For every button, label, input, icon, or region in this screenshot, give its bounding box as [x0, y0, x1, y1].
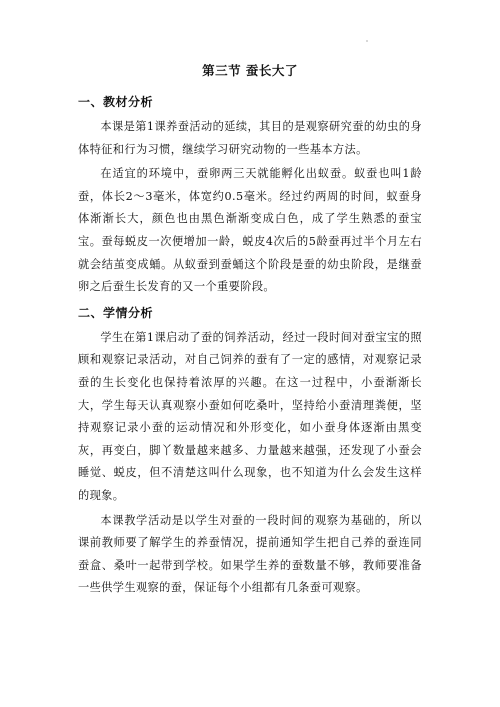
section-heading-student-analysis: 二、学情分析 — [78, 305, 154, 320]
paragraph: 在适宜的环境中，蚕卵两三天就能孵化出蚁蚕。蚁蚕也叫1龄蚕，体长2～3毫米，体宽约0.5毫米。经过约两周的时间，蚁蚕身体渐渐长大，颜色也由黑色渐渐变成白色，成了学生熟悉的蚕宝宝。蚕每蜕皮一次便增加一龄，蜕皮4次后的5龄蚕再过半个月左右就会结茧变成蛹。从蚁蚕到蚕蛹这个阶段是蚕的幼虫阶段，是继蚕卵之后蚕生长发育的又一个重要阶段。 — [78, 167, 422, 294]
paragraph: 本课教学活动是以学生对蚕的一段时间的观察为基础的，所以课前教师要了解学生的养蚕情况，提前通知学生把自己养的蚕连同蚕盒、桑叶一起带到学校。如果学生养的蚕数量不够，教师要准备一些供学生观察的蚕，保证每个小组都有几条蚕可观察。 — [78, 513, 422, 595]
section-heading-material-analysis: 一、教材分析 — [78, 95, 154, 109]
paragraph: 学生在第1课启动了蚕的饲养活动，经过一段时间对蚕宝宝的照顾和观察记录活动，对自己饲养的蚕有了一定的感情，对观察记录蚕的生长变化也保持着浓厚的兴趣。在这一过程中，小蚕渐渐长大，学生每天认真观察小蚕如何吃桑叶，坚持给小蚕清理粪便，坚持观察记录小蚕的运动情况和外形变化，如小蚕身体逐渐由黑变灰，再变白，脚丫数量越来越多、力量越来越强，还发现了小蚕会睡觉、蜕皮，但不清楚这叫什么现象，也不知道为什么会发生这样的现象。 — [78, 330, 422, 502]
paragraph: 本课是第1课养蚕活动的延续，其目的是观察研究蚕的幼虫的身体特征和行为习惯，继续学习研究动物的一些基本方法。 — [78, 120, 422, 156]
page-title: 第三节 蚕长大了 — [202, 63, 298, 78]
page-mark — [366, 40, 368, 42]
